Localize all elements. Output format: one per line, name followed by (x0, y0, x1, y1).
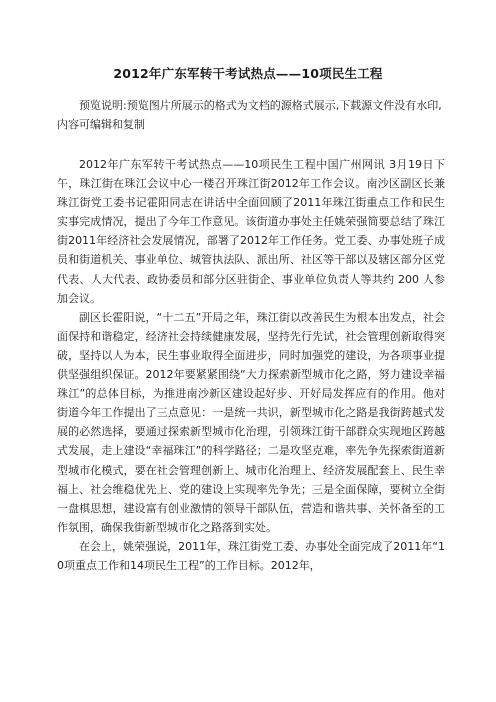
document-title: 2012年广东军转干考试热点——10项民生工程 (113, 66, 383, 81)
body-paragraph: 副区长霍阳说，“十二五”开局之年，珠江街以改善民生为根本出发点，社会面保持和谐稳定，经济社会持续健康发展，坚持先行先试，社会管理创新取得突破，坚持以人为本，民生事业取得全面进步，同时加强党的建设，为各项事业提供坚强组织保证。2012年要紧紧围绕“大力探索新型城市化之路，努力建设幸福珠江”的总体目标，为推进南沙新区建设起好步、开好局发挥应有的作用。他对街道今年工作提出了三点意见：一是统一共识，新型城市化之路是我街跨越式发展的必然选择，要通过探索新型城市化治理，引领珠江街干部群众实现地区跨越式发展，走上建设“幸福珠江”的科学路径；二是攻坚克难，率先争先探索街道新型城市化模式，要在社会管理创新上、城市化治理上、经济发展配套上、民生幸福上、社会维稳优先上、党的建设上实现率先争先；三是全面保障，要树立全街一盘棋思想，建设富有创业激情的领导干部队伍，营造和谐共事、关怀备至的工作氛围，确保我街新型城市化之路落到实处。 (57, 310, 445, 534)
body-paragraph: 2012年广东军转干考试热点——10项民生工程中国广州网讯 3月19日下午，珠江街在珠江会议中心一楼召开珠江街2012年工作会议。南沙区副区长兼珠江街党工委书记霍阳同志在讲话中全面回顾了2011年珠江街重点工作和民生实事完成情况，提出了今年工作意见。该街道办事处主任姚荣强简要总结了珠江街2011年经济社会发展情况，部署了2012年工作任务。党工委、办事处班子成员和街道机关、事业单位、城管执法队、派出所、社区等干部以及辖区部分区党代表、人大代表、政协委员和部分区驻街企、事业单位负责人等共约 200 人参加会议。 (57, 158, 445, 305)
body-paragraph: 在会上，姚荣强说，2011年，珠江街党工委、办事处全面完成了2011年“10项重点工作和14项民生工程”的工作目标。2012年， (57, 539, 445, 572)
preview-notice: 预览说明:预览图片所展示的格式为文档的源格式展示,下载源文件没有水印,内容可编辑和复制 (57, 99, 442, 131)
document-body (57, 155, 445, 575)
